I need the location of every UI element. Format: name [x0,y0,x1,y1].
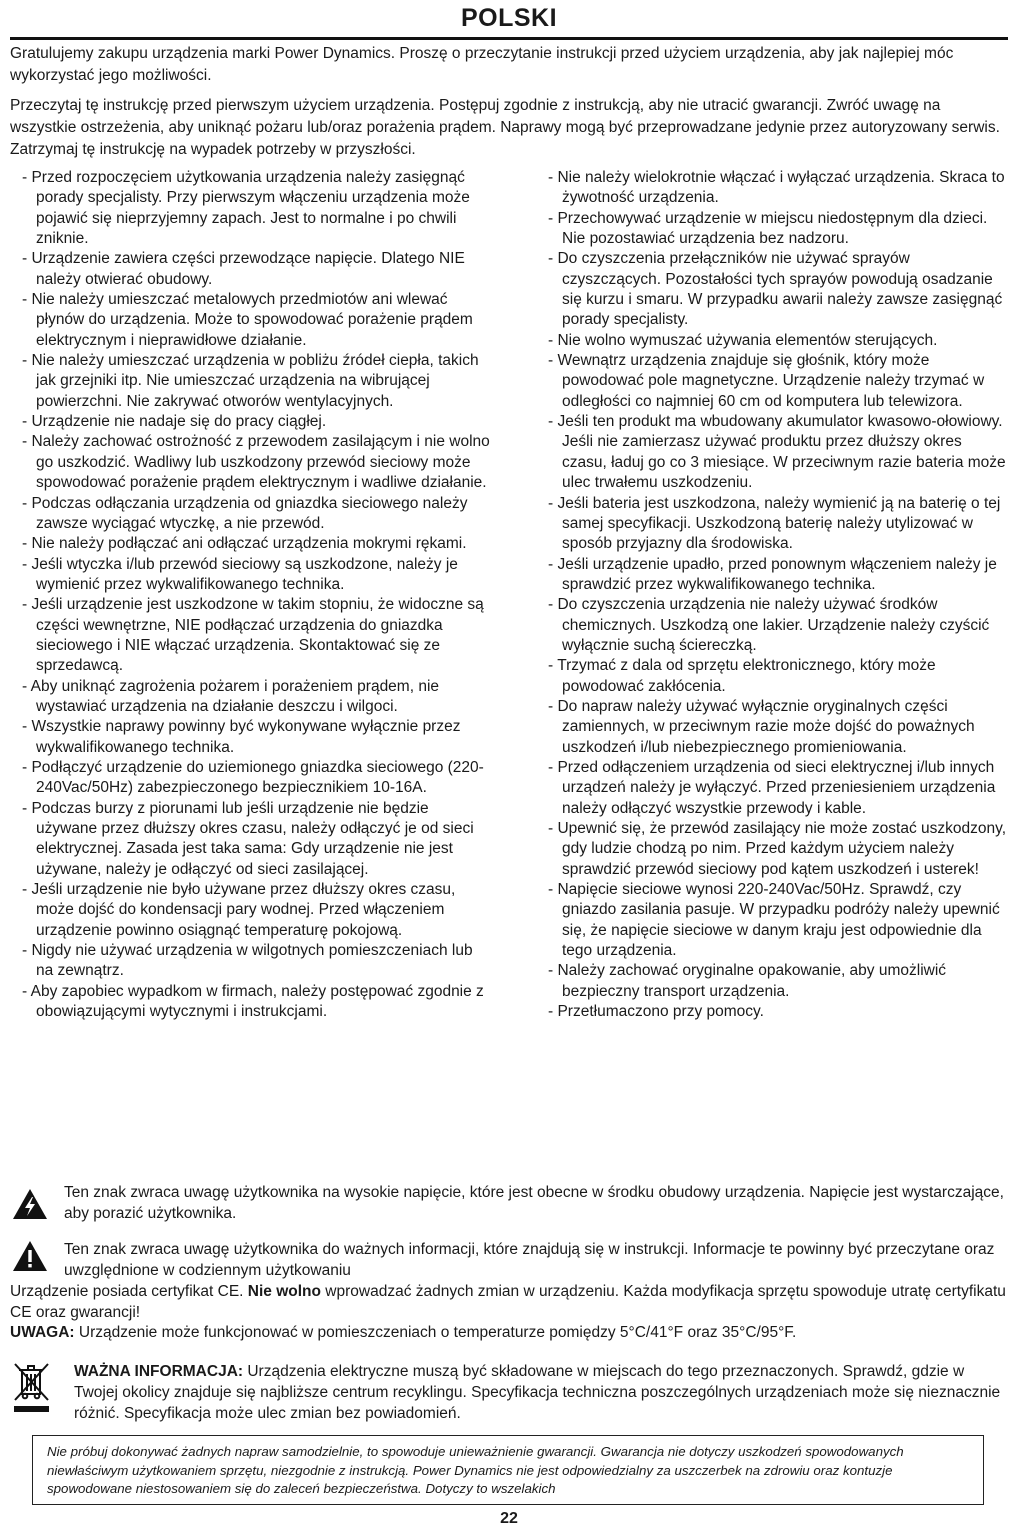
list-item: - Do czyszczenia urządzenia nie należy używać środków chemicznych. Uszkodzą one lakier. Urządzenie należy czyścić wyłącznie suchą ściereczką. [548,595,1010,656]
list-item: - Trzymać z dala od sprzętu elektronicznego, który może powodować zakłócenia. [548,656,1010,697]
list-item: - Jeśli urządzenie jest uszkodzone w takim stopniu, że widoczne są części wewnętrzne, NIE podłączać urządzenia do gniazdka sieciowego i NIE włączać urządzenia. Skontaktować się ze sprzedawcą. [22,595,492,676]
safety-list-right [548,168,1010,1022]
ce-bold-text: Nie wolno [247,1283,321,1300]
list-item: - Aby zapobiec wypadkom w firmach, należy postępować zgodnie z obowiązującymi wytycznymi i instrukcjami. [22,982,492,1023]
temperature-notice [10,1322,1010,1343]
list-item: - Urządzenie zawiera części przewodzące napięcie. Dlatego NIE należy otwierać obudowy. [22,249,492,290]
weee-crossed-bin-icon [12,1360,52,1416]
list-item: - Wewnątrz urządzenia znajduje się głośnik, który może powodować pole magnetyczne. Urządzenie należy trzymać w odległości co najmniej 60 cm od komputera lub telewizora. [548,351,1010,412]
page-title: POLSKI [460,4,558,32]
high-voltage-warning-text: Ten znak zwraca uwagę użytkownika na wysokie napięcie, które jest obecne w środku obudowy urządzenia. Napięcie jest wystarczające, aby porazić użytkownika. [64,1184,1004,1222]
list-item: - Napięcie sieciowe wynosi 220-240Vac/50Hz. Sprawdź, czy gniazdo zasilania pasuje. W przypadku podróży należy upewnić się, że napięcie sieciowe w danym kraju jest odpowiednie dla tego urządzenia. [548,880,1010,961]
list-item: - Nie wolno wymuszać używania elementów sterujących. [548,331,1010,351]
uwaga-text: Urządzenie może funkcjonować w pomieszczeniach o temperaturze pomiędzy 5°C/41°F oraz 35°C/95°F. [74,1324,797,1341]
list-item: - Należy zachować oryginalne opakowanie, aby umożliwić bezpieczny transport urządzenia. [548,961,1010,1002]
exclamation-warning-icon [12,1240,48,1272]
list-item: - Jeśli urządzenie upadło, przed ponownym włączeniem należy je sprawdzić przez wykwalifikowanego technika. [548,555,1010,596]
list-item: - Aby uniknąć zagrożenia pożarem i porażeniem prądem, nie wystawiać urządzenia na działanie deszczu i wilgoci. [22,677,492,718]
ce-text: Urządzenie posiada certyfikat CE. [10,1283,248,1300]
intro-paragraph: Gratulujemy zakupu urządzenia marki Power Dynamics. Proszę o przeczytanie instrukcji przed użyciem urządzenia, aby jak najlepiej móc wykorzystać jego możliwości. [10,45,954,84]
list-item: - Przechowywać urządzenie w miejscu niedostępnym dla dzieci. Nie pozostawiać urządzenia bez nadzoru. [548,209,1010,250]
list-item: - Należy zachować ostrożność z przewodem zasilającym i nie wolno go uszkodzić. Wadliwy lub uszkodzony przewód sieciowy może spowodować porażenie prądem elektrycznym i wadliwe działanie. [22,432,492,493]
safety-list-left [22,168,492,1022]
list-item: - Przetłumaczono przy pomocy. [548,1002,1010,1022]
list-item: - Podłączyć urządzenie do uziemionego gniazdka sieciowego (220-240Vac/50Hz) zabezpieczonego bezpiecznikiem 10-16A. [22,758,492,799]
uwaga-label: UWAGA: [10,1324,75,1341]
list-item: - Przed rozpoczęciem użytkowania urządzenia należy zasięgnąć porady specjalisty. Przy pierwszym włączeniu urządzenia może pojawić się nieprzyjemny zapach. Jest to normalne i po chwili zniknie. [22,168,492,249]
list-item: - Urządzenie nie nadaje się do pracy ciągłej. [22,412,492,432]
list-item: - Wszystkie naprawy powinny być wykonywane wyłącznie przez wykwalifikowanego technika. [22,717,492,758]
weee-label: WAŻNA INFORMACJA: [74,1363,244,1380]
list-item: - Jeśli wtyczka i/lub przewód sieciowy są uszkodzone, należy je wymienić przez wykwalifikowanego technika. [22,555,492,596]
page-number: 22 [500,1510,518,1527]
list-item: - Nie należy umieszczać metalowych przedmiotów ani wlewać płynów do urządzenia. Może to spowodować porażenie prądem elektrycznym i nieprawidłowe działanie. [22,290,492,351]
list-item: - Jeśli bateria jest uszkodzona, należy wymienić ją na baterię o tej samej specyfikacji. Uszkodzoną baterię należy utylizować w sposób przyjazny dla środowiska. [548,494,1010,555]
list-item: - Przed odłączeniem urządzenia od sieci elektrycznej i/lub innych urządzeń należy je wyłączyć. Przed przeniesieniem urządzenia należy odłączyć wszystkie przewody i kable. [548,758,1010,819]
list-item: - Nie należy podłączać ani odłączać urządzenia mokrymi rękami. [22,534,492,554]
ce-text-rest: wprowadzać żadnych zmian w urządzeniu. Każda modyfikacja sprzętu spowoduje utratę certyfikatu CE oraz gwarancji! [10,1283,1006,1321]
weee-text-body: Urządzenia elektryczne muszą być składowane w miejscach do tego przeznaczonych. Sprawdź, gdzie w Twojej okolicy znajduje się najbliższe centrum recyklingu. Specyfikacja techniczna poszczególnych urządzeniach może się nieznacznie różnić. Specyfikacja może ulec zmian bez powiadomień. [74,1363,1001,1422]
list-item: - Jeśli urządzenie nie było używane przez dłuższy okres czasu, może dojść do kondensacji pary wodnej. Przed włączeniem urządzenie powinno osiągnąć temperaturę pokojową. [22,880,492,941]
list-item: - Podczas odłączania urządzenia od gniazdka sieciowego należy zawsze wyciągać wtyczkę, a nie przewód. [22,494,492,535]
important-info-warning-text: Ten znak zwraca uwagę użytkownika do ważnych informacji, które znajdują się w instrukcji. Informacje te powinny być przeczytane oraz uwzględnione w codziennym użytkowaniu [64,1241,995,1279]
list-item: - Upewnić się, że przewód zasilający nie może zostać uszkodzony, gdy ludzie chodzą po nim. Przed każdym użyciem należy sprawdzić przewód sieciowy pod kątem uszkodzeń i usterek! [548,819,1010,880]
weee-notice [74,1361,1009,1424]
title-divider [10,37,1008,40]
intro-paragraph: Przeczytaj tę instrukcję przed pierwszym użyciem urządzenia. Postępuj zgodnie z instrukcją, aby nie utracić gwarancji. Zwróć uwagę na wszystkie ostrzeżenia, aby uniknąć pożaru lub/oraz porażenia prądem. Naprawy mogą być przeprowadzane jedynie przez autoryzowany serwis. Zatrzymaj tę instrukcję na wypadek potrzeby w przyszłości. [10,97,1000,158]
list-item: - Podczas burzy z piorunami lub jeśli urządzenie nie będzie używane przez dłuższy okres czasu, należy odłączyć je od sieci elektrycznej. Zasada jest taka sama: Gdy urządzenie nie jest używane, należy je odłączyć od sieci zasilającej. [22,799,492,880]
list-item: - Nie należy wielokrotnie włączać i wyłączać urządzenia. Skraca to żywotność urządzenia. [548,168,1010,209]
list-item: - Do napraw należy używać wyłącznie oryginalnych części zamiennych, w przeciwnym razie może dojść do poważnych uszkodzeń i/lub niebezpiecznego promieniowania. [548,697,1010,758]
list-item: - Jeśli ten produkt ma wbudowany akumulator kwasowo-ołowiowy. Jeśli nie zamierzasz używać produktu przez dłuższy okres czasu, ładuj go co 3 miesiące. W przeciwnym razie bateria może ulec trwałemu uszkodzeniu. [548,412,1010,493]
high-voltage-warning-icon [12,1188,48,1220]
list-item: - Do czyszczenia przełączników nie używać sprayów czyszczących. Pozostałości tych sprayów powodują osadzanie się kurzu i smaru. W przypadku awarii należy zawsze zasięgnąć porady specjalisty. [548,249,1010,330]
list-item: - Nigdy nie używać urządzenia w wilgotnych pomieszczeniach lub na zewnątrz. [22,941,492,982]
list-item: - Nie należy umieszczać urządzenia w pobliżu źródeł ciepła, takich jak grzejniki itp. Nie umieszczać urządzenia na wibrującej powierzchni. Nie zakrywać otworów wentylacyjnych. [22,351,492,412]
disclaimer-box: Nie próbuj dokonywać żadnych napraw samodzielnie, to spowoduje unieważnienie gwarancji. Gwarancja nie dotyczy uszkodzeń spowodowanych niewłaściwym użytkowaniem sprzętu, niezgodnie z instrukcją. Power Dynamics nie jest odpowiedzialny za uszczerbek na zdrowiu oraz kontuzje spowodowane niestosowaniem się do zaleceń bezpieczeństwa. Dotyczy to wszelakich [32,1435,984,1505]
ce-certificate-notice [10,1281,1010,1323]
